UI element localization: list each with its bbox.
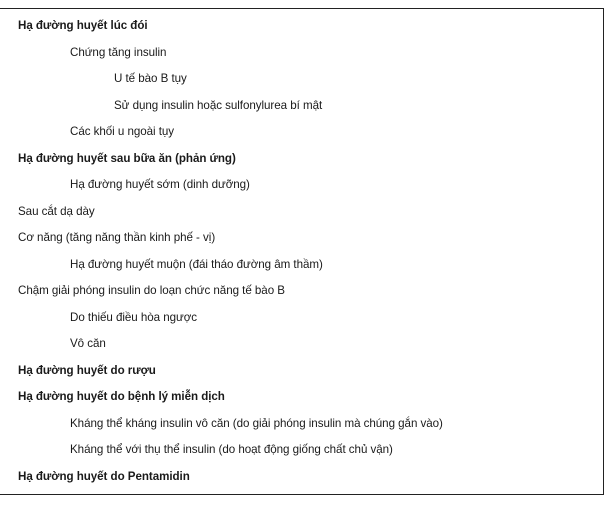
list-item-heading: Hạ đường huyết do rượu — [18, 363, 156, 377]
list-item-heading: Hạ đường huyết sau bữa ăn (phản ứng) — [18, 151, 236, 165]
list-item: Chứng tăng insulin — [70, 45, 167, 59]
list-item: Hạ đường huyết muộn (đái tháo đường âm thầm) — [70, 257, 323, 271]
list-item-heading: Hạ đường huyết do bệnh lý miễn dịch — [18, 390, 225, 403]
list-item: Do thiếu điều hòa ngược — [70, 310, 198, 324]
list-item: Các khối u ngoài tụy — [70, 125, 175, 138]
list-item: Sử dụng insulin hoặc sulfonylurea bí mật — [114, 98, 323, 112]
list-item: Sau cắt dạ dày — [18, 204, 95, 218]
right-border-rule — [603, 8, 604, 494]
list-item: Kháng thể kháng insulin vô căn (do giải phóng insulin mà chúng gắn vào) — [70, 416, 443, 430]
hypoglycemia-classification-list — [0, 13, 600, 490]
list-item: Vô căn — [70, 337, 106, 350]
list-item: U tế bào B tụy — [114, 72, 187, 85]
list-item-heading: Hạ đường huyết lúc đói — [18, 19, 148, 32]
top-border-rule — [0, 8, 604, 9]
list-item: Hạ đường huyết sớm (dinh dưỡng) — [70, 178, 250, 191]
list-item-heading: Hạ đường huyết do Pentamidin — [18, 469, 190, 483]
list-item: Cơ năng (tăng năng thần kinh phế - vị) — [18, 231, 216, 244]
bottom-border-rule — [0, 494, 604, 495]
list-item: Chậm giải phóng insulin do loạn chức năng tế bào B — [18, 284, 285, 297]
list-item: Kháng thể với thụ thể insulin (do hoạt động giống chất chủ vận) — [70, 443, 393, 456]
